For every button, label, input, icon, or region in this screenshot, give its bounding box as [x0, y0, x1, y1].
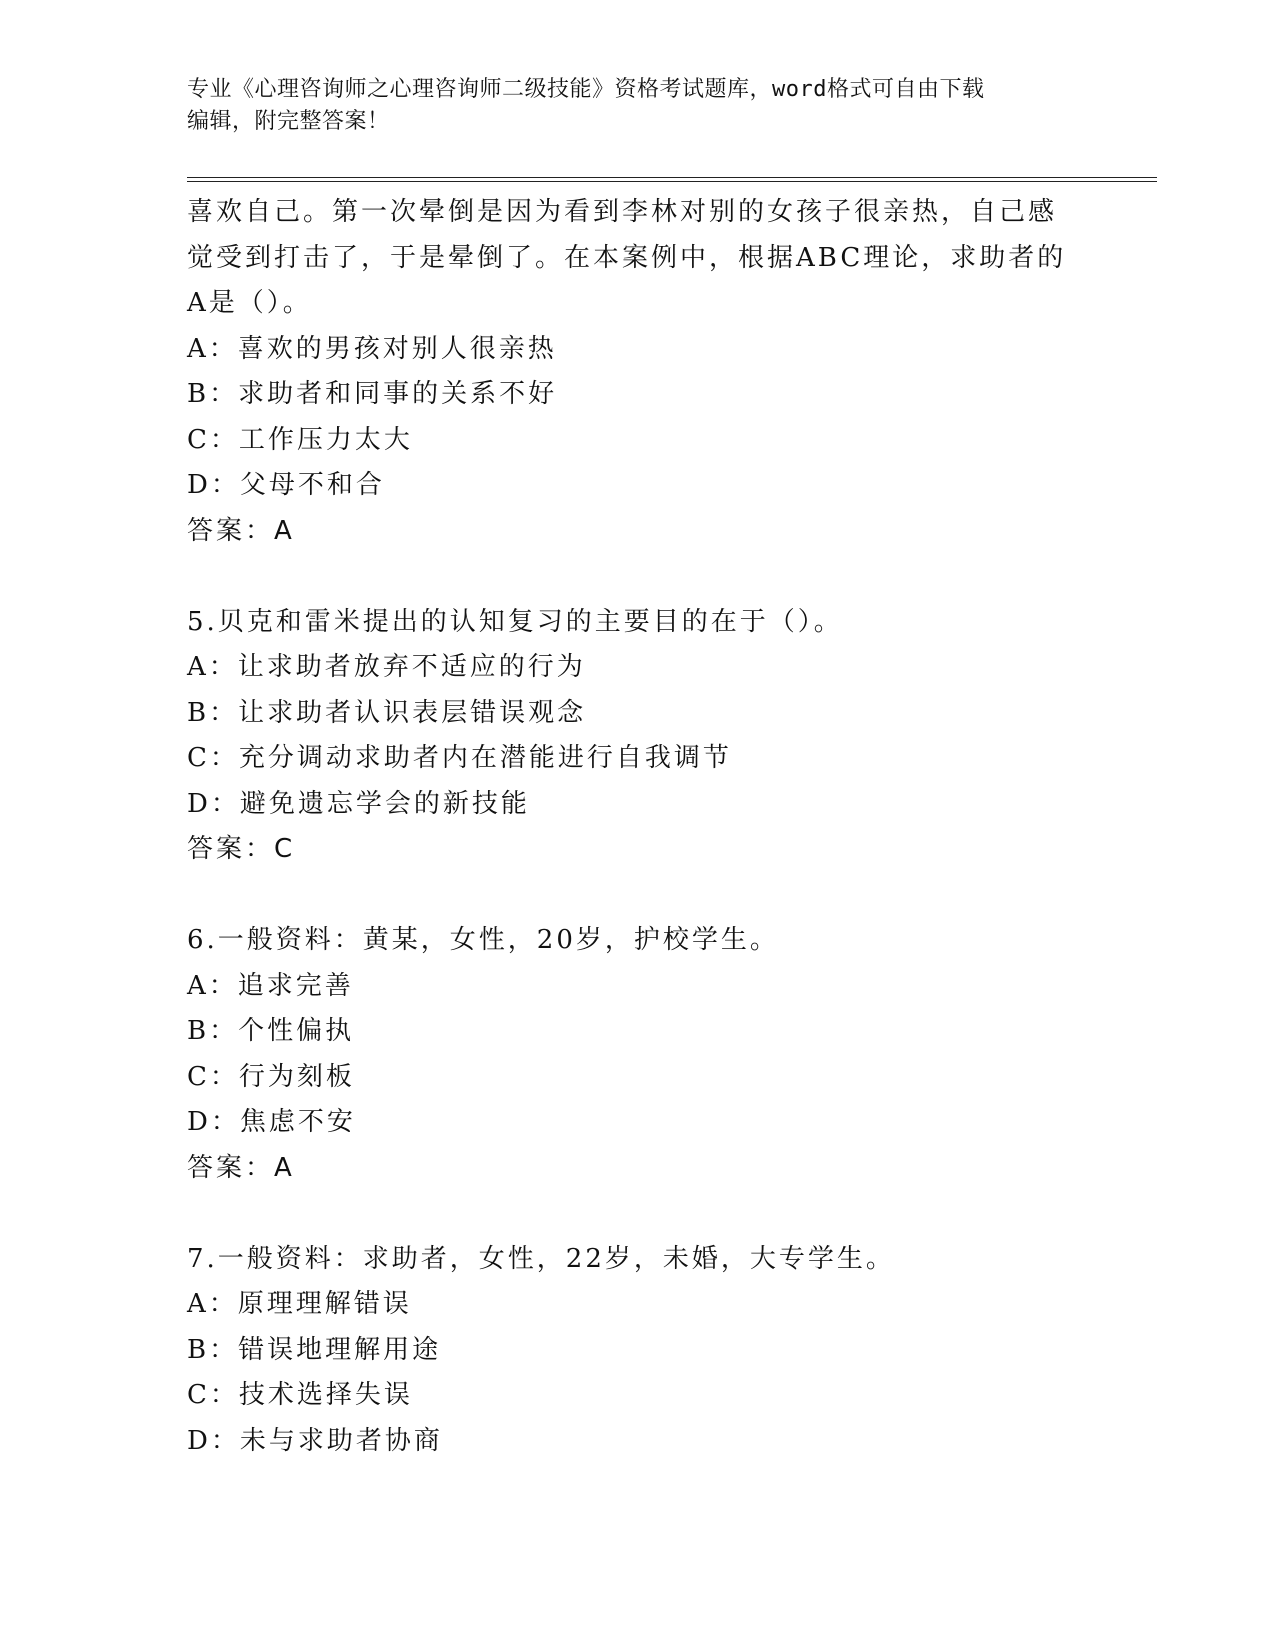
header-rule-top: [187, 177, 1157, 178]
question-content: [187, 190, 1147, 1464]
question-7: [187, 1237, 1147, 1465]
option-c: C：行为刻板: [187, 1061, 355, 1092]
option-d: D：避免遗忘学会的新技能: [187, 788, 530, 819]
question-stem-line: 觉受到打击了，于是晕倒了。在本案例中，根据ABC理论，求助者的: [187, 242, 1067, 273]
option-d: D：父母不和合: [187, 470, 385, 500]
option-a: A：原理理解错误: [187, 1289, 412, 1319]
option-c: C：充分调动求助者内在潜能进行自我调节: [187, 743, 732, 773]
spacer: [187, 554, 1147, 600]
option-b: B：个性偏执: [187, 1016, 355, 1046]
header-line-2: 编辑，附完整答案！: [187, 109, 390, 134]
spacer: [187, 1191, 1147, 1237]
option-d: D：焦虑不安: [187, 1107, 356, 1137]
answer-label: 答案：A: [187, 515, 295, 546]
answer-label: 答案：A: [187, 1152, 295, 1183]
question-stem: 6.一般资料：黄某，女性，20岁，护校学生。: [187, 925, 779, 955]
option-d: D：未与求助者协商: [187, 1425, 443, 1456]
option-a: A：让求助者放弃不适应的行为: [187, 652, 586, 682]
option-c: C：技术选择失误: [187, 1380, 413, 1410]
option-b: B：求助者和同事的关系不好: [187, 379, 558, 409]
page-header: [187, 74, 1087, 138]
question-5: [187, 600, 1147, 873]
header-line-1: 专业《心理咨询师之心理咨询师二级技能》资格考试题库，word格式可自由下载: [187, 77, 985, 102]
option-c: C：工作压力太大: [187, 424, 413, 455]
question-stem-line: 喜欢自己。第一次晕倒是因为看到李林对别的女孩子很亲热，自己感: [187, 197, 1058, 227]
option-b: B：错误地理解用途: [187, 1334, 442, 1365]
spacer: [187, 873, 1147, 919]
option-b: B：让求助者认识表层错误观念: [187, 697, 587, 728]
header-rule-bottom: [187, 181, 1157, 182]
question-6: [187, 918, 1147, 1191]
question-4-continuation: [187, 190, 1147, 554]
answer-label: 答案：C: [187, 834, 296, 864]
question-stem: 5.贝克和雷米提出的认知复习的主要目的在于（）。: [187, 606, 843, 637]
option-a: A：喜欢的男孩对别人很亲热: [187, 333, 557, 364]
option-a: A：追求完善: [187, 970, 354, 1001]
question-stem: 7.一般资料：求助者，女性，22岁，未婚，大专学生。: [187, 1243, 895, 1274]
question-stem-line: A是（）。: [187, 288, 312, 318]
